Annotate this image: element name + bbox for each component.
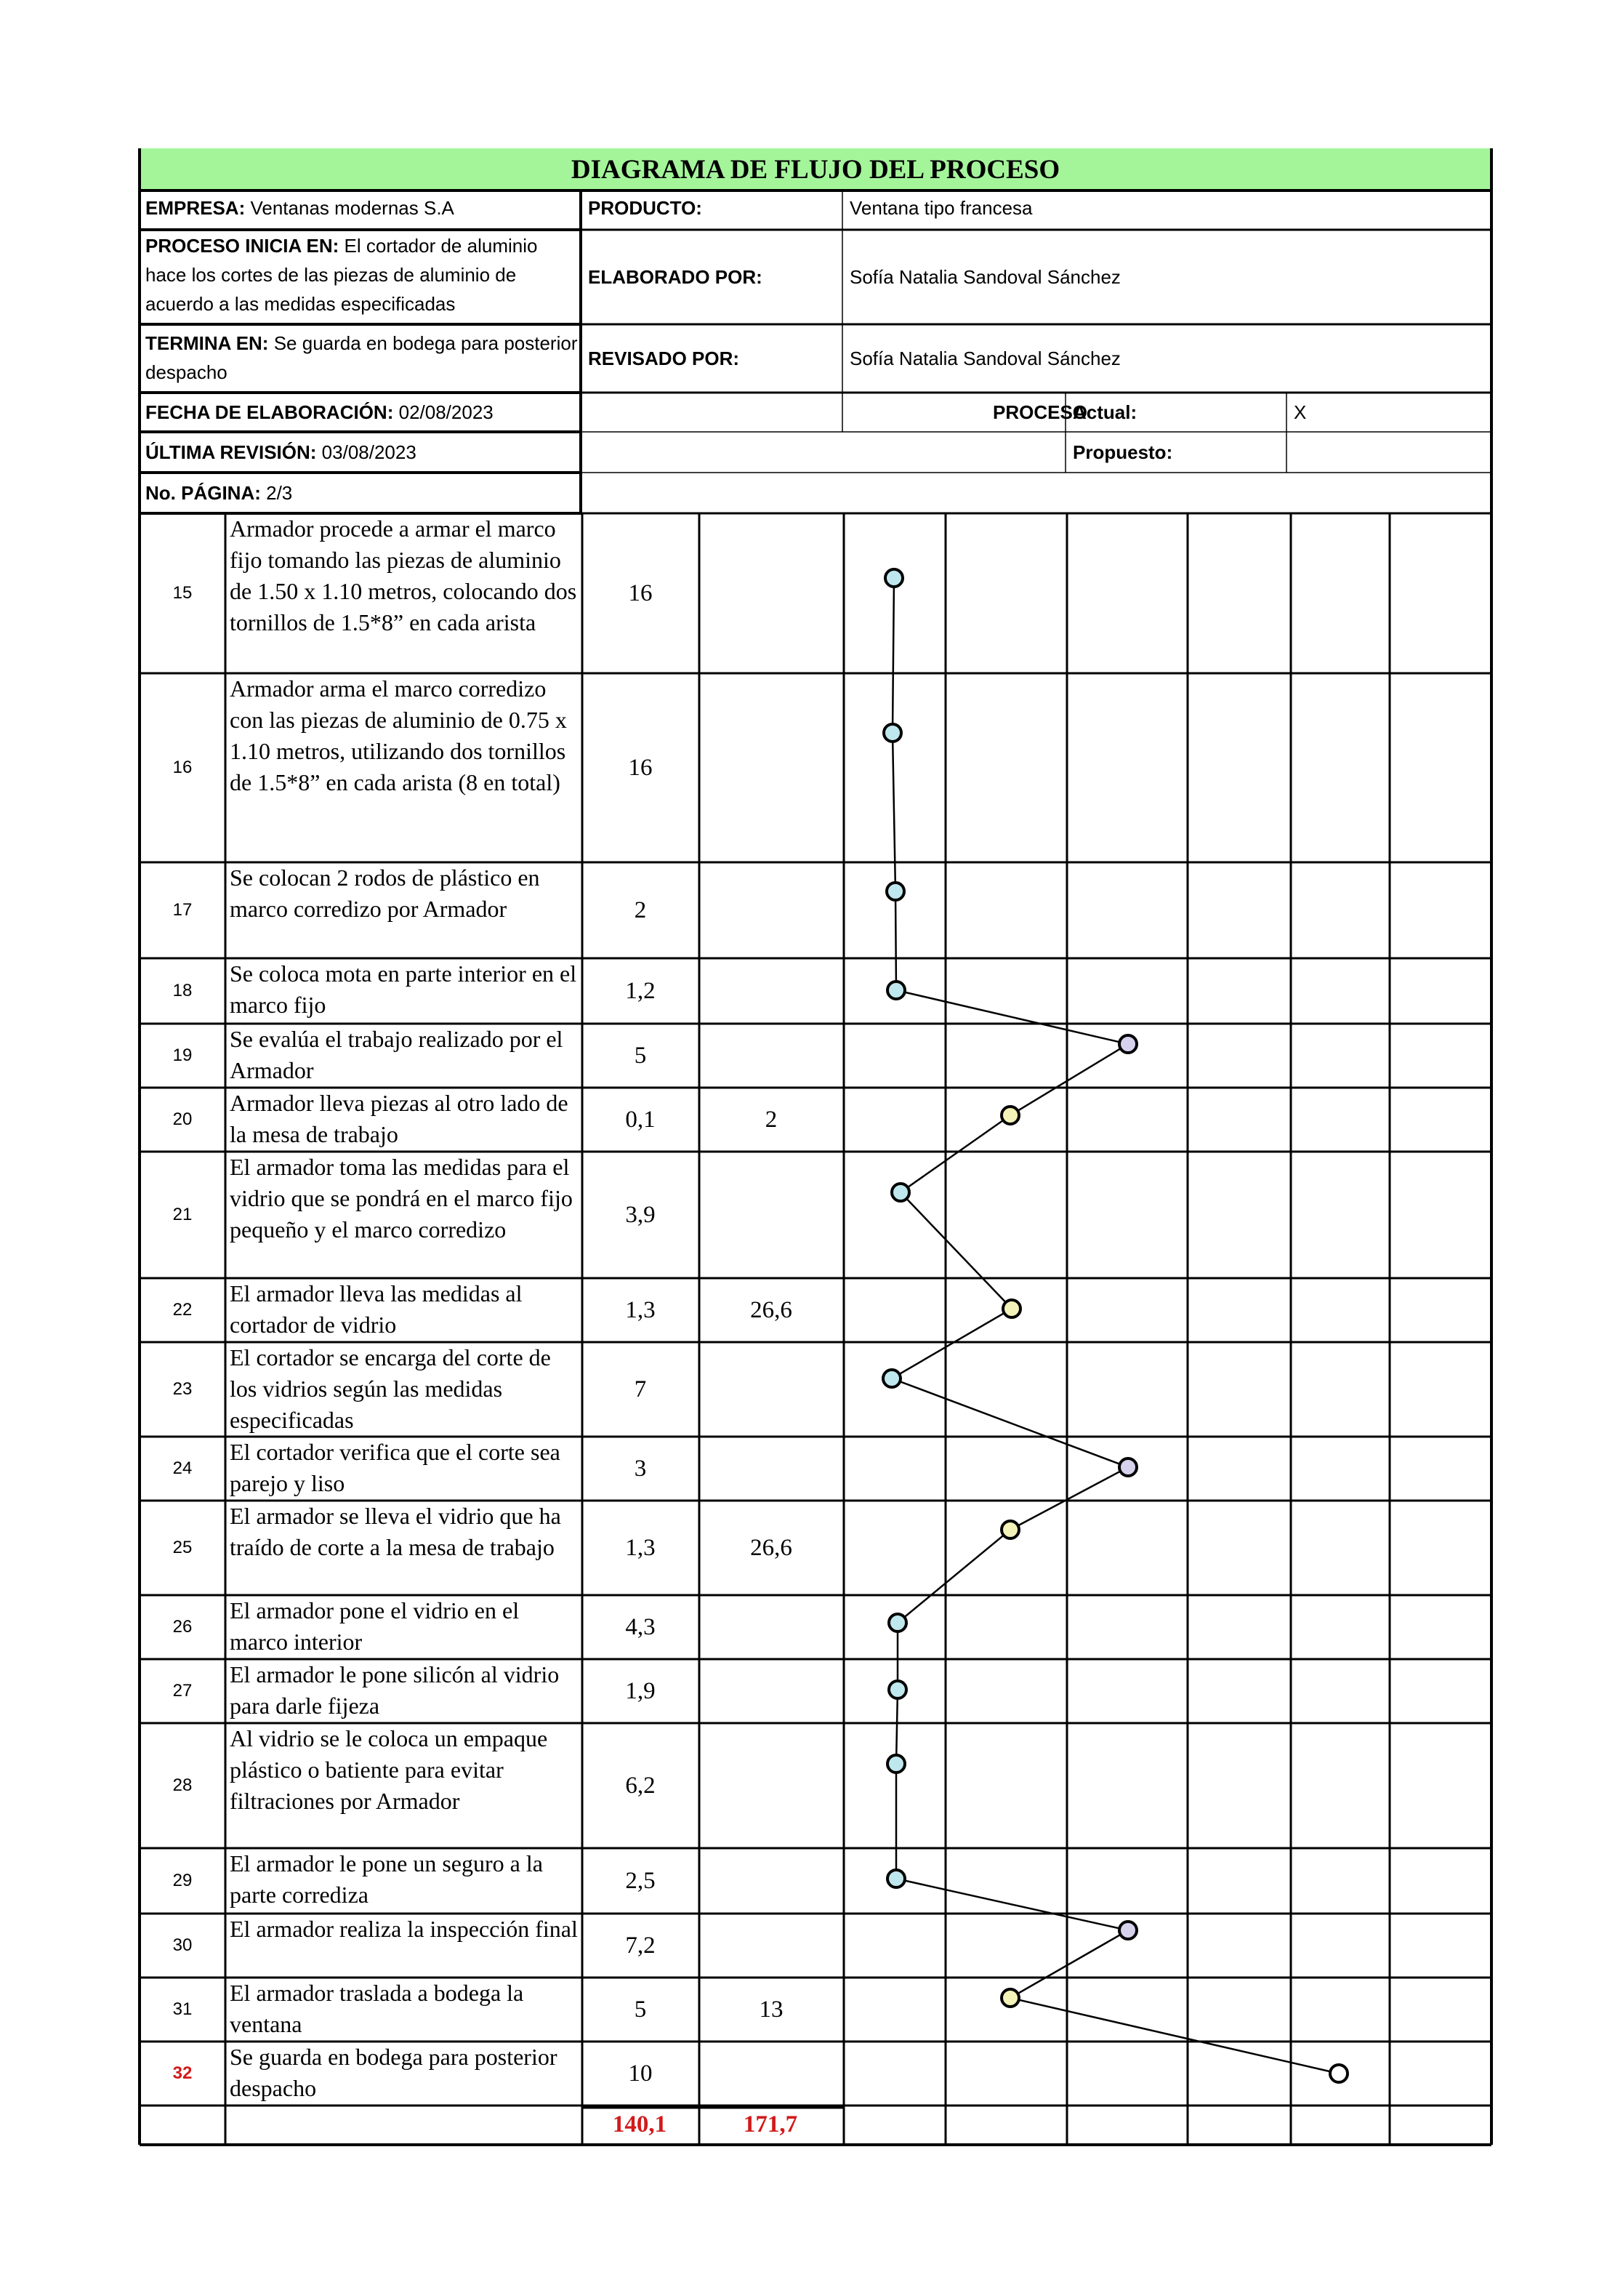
- row-time: 4,3: [625, 1613, 656, 1640]
- row-distance: 26,6: [750, 1534, 792, 1561]
- row-time: 1,9: [625, 1677, 656, 1704]
- row-distance: [699, 1595, 843, 1659]
- row-description: El armador toma las medidas para el vidrio que se pondrá en el marco fijo pequeño y el marco corredizo: [230, 1154, 573, 1243]
- pagina-value: 2/3: [266, 482, 293, 504]
- row-description: El armador realiza la inspección final: [230, 1916, 578, 1942]
- flow-step-marker-15: [885, 569, 903, 587]
- inicia-field: [140, 231, 580, 323]
- flow-step-marker-31: [1002, 1989, 1019, 2007]
- elaborado-label: [582, 231, 841, 323]
- row-description: El armador le pone silicón al vidrio para darle fijeza: [230, 1661, 560, 1719]
- fecha-value: 02/08/2023: [398, 401, 494, 423]
- row-number: 20: [172, 1109, 193, 1129]
- flow-step-marker-27: [889, 1681, 906, 1698]
- row-distance: 2: [765, 1106, 778, 1133]
- row-description: Armador procede a armar el marco fijo tomando las piezas de aluminio de 1.50 x 1.10 metros, colocando dos tornillos de 1.5*8” en cada arista: [230, 515, 577, 635]
- propuesto-label: [1067, 433, 1285, 471]
- flow-step-marker-16: [884, 724, 901, 742]
- termina-value: Se guarda en bodega para posterior despacho: [145, 332, 578, 383]
- row-description: Se coloca mota en parte interior en el marco fijo: [230, 960, 577, 1018]
- flow-step-marker-19: [1119, 1035, 1137, 1053]
- row-number: 24: [172, 1458, 193, 1478]
- producto-label-text: PRODUCTO:: [588, 197, 702, 219]
- row-number: 29: [172, 1871, 193, 1890]
- flow-step-marker-30: [1119, 1922, 1137, 1939]
- flow-step-marker-21: [892, 1184, 909, 1201]
- flow-step-marker-23: [883, 1370, 901, 1387]
- row-distance: [699, 1152, 843, 1278]
- row-distance: 13: [759, 1996, 784, 2023]
- flow-step-marker-18: [887, 982, 905, 999]
- row-number: 25: [172, 1538, 193, 1557]
- row-time: 3,9: [625, 1201, 656, 1228]
- flow-step-marker-26: [889, 1614, 906, 1631]
- fecha-field: [140, 394, 580, 430]
- flow-step-marker-32: [1330, 2065, 1348, 2082]
- pagina-field: [140, 474, 580, 512]
- row-description: Se evalúa el trabajo realizado por el Armador: [230, 1026, 563, 1083]
- row-time: 6,2: [625, 1772, 656, 1799]
- row-distance: [699, 1437, 843, 1501]
- row-number: 18: [172, 981, 193, 1000]
- propuesto-label-text: Propuesto:: [1073, 441, 1173, 463]
- empresa-field: [140, 193, 580, 228]
- row-description: El armador traslada a bodega la ventana: [230, 1980, 524, 2037]
- row-time: 2: [634, 896, 647, 923]
- row-number: 19: [172, 1045, 193, 1065]
- row-description: Al vidrio se le coloca un empaque plástico o batiente para evitar filtraciones por Armador: [230, 1725, 548, 1814]
- flow-step-marker-22: [1003, 1300, 1020, 1317]
- termina-field: [140, 329, 580, 390]
- row-distance: [699, 862, 843, 958]
- revision-field: [140, 433, 580, 471]
- row-time: 5: [634, 1042, 647, 1069]
- empresa-value: Ventanas modernas S.A: [250, 197, 454, 219]
- row-number: 31: [172, 1999, 193, 2019]
- row-time: 0,1: [625, 1106, 656, 1133]
- row-description: Se colocan 2 rodos de plástico en marco corredizo por Armador: [230, 864, 540, 922]
- flow-step-marker-20: [1002, 1107, 1019, 1124]
- producto-label: [582, 193, 841, 228]
- row-time: 16: [628, 754, 653, 781]
- row-time: 1,3: [625, 1534, 656, 1561]
- row-description: El armador se lleva el vidrio que ha traído de corte a la mesa de trabajo: [230, 1503, 561, 1560]
- row-distance: [699, 673, 843, 862]
- row-number: 26: [172, 1617, 193, 1637]
- row-description: El cortador se encarga del corte de los vidrios según las medidas especificadas: [230, 1344, 551, 1433]
- row-number: 17: [172, 900, 193, 920]
- row-distance: [699, 513, 843, 673]
- row-time: 1,2: [625, 977, 656, 1004]
- row-number: 21: [172, 1205, 193, 1224]
- row-time: 16: [628, 579, 653, 606]
- page-title: DIAGRAMA DE FLUJO DEL PROCESO: [571, 155, 1060, 185]
- revisado-label-text: REVISADO POR:: [588, 348, 740, 369]
- row-distance: [699, 958, 843, 1024]
- inicia-value: El cortador de aluminio hace los cortes de las piezas de aluminio de acuerdo a las medidas especificadas: [145, 235, 538, 315]
- revisado-value: Sofía Natalia Sandoval Sánchez: [850, 348, 1121, 369]
- row-distance: [699, 1848, 843, 1914]
- row-description: El armador pone el vidrio en el marco interior: [230, 1597, 520, 1655]
- inicia-label: PROCESO INICIA EN:: [145, 235, 339, 257]
- flow-step-marker-24: [1119, 1458, 1137, 1476]
- row-distance: [699, 1659, 843, 1723]
- row-time: 1,3: [625, 1296, 656, 1323]
- empresa-label: EMPRESA:: [145, 197, 246, 219]
- row-description: Armador arma el marco corredizo con las piezas de aluminio de 0.75 x 1.10 metros, utilizando dos tornillos de 1.5*8” en cada arista (8 en total): [230, 675, 567, 795]
- flow-step-marker-25: [1002, 1521, 1019, 1538]
- row-number: 22: [172, 1300, 193, 1320]
- fecha-label: FECHA DE ELABORACIÓN:: [145, 401, 394, 423]
- row-time: 7,2: [625, 1932, 656, 1959]
- row-distance: [699, 1723, 843, 1848]
- actual-label: [1067, 394, 1285, 430]
- row-distance: [699, 1342, 843, 1437]
- row-time: 10: [628, 2060, 653, 2087]
- row-number: 30: [172, 1935, 193, 1955]
- total-distance: 171,7: [743, 2111, 798, 2138]
- row-description: Armador lleva piezas al otro lado de la mesa de trabajo: [230, 1090, 568, 1147]
- revision-value: 03/08/2023: [321, 441, 416, 463]
- row-description: El armador lleva las medidas al cortador de vidrio: [230, 1280, 523, 1338]
- termina-label: TERMINA EN:: [145, 332, 269, 354]
- row-distance: [699, 2042, 843, 2106]
- row-distance: [699, 1914, 843, 1978]
- pagina-label: No. PÁGINA:: [145, 482, 261, 504]
- row-number: 28: [172, 1775, 193, 1795]
- revisado-label: [582, 326, 841, 391]
- row-number: 32: [172, 2063, 193, 2083]
- elaborado-value: Sofía Natalia Sandoval Sánchez: [850, 266, 1121, 288]
- elaborado-label-text: ELABORADO POR:: [588, 266, 762, 288]
- row-distance: [699, 1024, 843, 1088]
- row-description: El cortador verifica que el corte sea parejo y liso: [230, 1439, 560, 1496]
- row-number: 27: [172, 1681, 193, 1701]
- row-time: 2,5: [625, 1867, 656, 1894]
- revision-label: ÚLTIMA REVISIÓN:: [145, 441, 317, 463]
- row-time: 5: [634, 1996, 647, 2023]
- flow-step-marker-28: [887, 1755, 905, 1773]
- proceso-label-text: PROCESO: [992, 401, 1088, 423]
- actual-label-text: Actual:: [1073, 401, 1137, 423]
- total-time: 140,1: [612, 2111, 667, 2138]
- row-description: Se guarda en bodega para posterior despacho: [230, 2044, 557, 2101]
- actual-value: X: [1294, 401, 1307, 423]
- producto-value: Ventana tipo francesa: [850, 197, 1033, 219]
- row-time: 7: [634, 1376, 647, 1402]
- row-number: 15: [172, 583, 193, 603]
- row-time: 3: [634, 1455, 647, 1482]
- flow-step-marker-17: [887, 883, 904, 900]
- row-description: El armador le pone un seguro a la parte corrediza: [230, 1850, 543, 1908]
- row-number: 23: [172, 1379, 193, 1399]
- flow-step-marker-29: [887, 1870, 905, 1887]
- row-number: 16: [172, 758, 193, 777]
- row-distance: 26,6: [750, 1296, 792, 1323]
